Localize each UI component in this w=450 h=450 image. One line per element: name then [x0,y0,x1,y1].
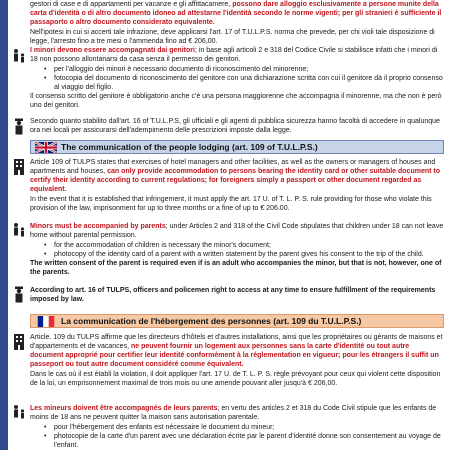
list-item: • photocopy of the identity card of a parent with a written statement by the parent gives his consent to the trip of the child. [44,250,444,259]
it-minors-paragraph [30,46,444,111]
it-minors-red-text: I minori devono essere accompagnati dai genitori [30,47,195,54]
en-p2-text: In the event that it is established that infringement, it must apply the art. 17 U. of T. L. P. S. rule providing for those who violate this provision of the law, imprisonment for up to three months or a fine of up to € 206.00. [30,196,432,212]
uk-flag-icon [35,142,57,153]
fr-minors-red-text: Les mineurs doivent être accompagnés de leurs parents [30,405,218,412]
it-art16-paragraph [30,117,444,136]
en-minors-text: ; under Articles 2 and 318 of the Civil Code stipulates that children under 18 can not leave home without parental permission. [30,223,444,239]
police-officer-icon [12,286,26,304]
en-p1-text: Article 109 of TULPS states that exercises of hotel managers and other facilities, as well as the owners or managers of houses and apartments and houses, [30,159,436,175]
it-bullet-list [44,65,444,92]
it-violation-paragraph [30,28,444,47]
family-icon [12,404,26,422]
it-art16-text: Secondo quanto stabilito dall'art. 16 of T.U.L.P.S, gli ufficiali e gli agenti di pubblica sicurezza hanno facoltà di accedere in qualunque ora nei locali per assicurarsi dell'adempimento delle prescrizioni imposte dalla legge. [30,118,440,134]
it-violation-text: Nell'ipotesi in cui si accerti tale infrazione, deve applicarsi l'art. 17 of T.U.L.P.S. norma che prevede, per chi violi tale disposizione di legge, l'arresto fino a tre mesi o l'ammenda fino ad € 206,00. [30,29,435,45]
en-consent-text: The written consent of the parent is required even if is an adult who accompanies the minor, but that is not, however, one of the parents. [30,260,442,276]
en-bullet-list [44,241,444,259]
it-consent-text: Il consenso scritto del genitore è obbligatorio anche c'è una persona maggiorenne che accompagna il minorenne, ma che non è però uno dei genitori. [30,93,442,109]
france-flag-icon [35,316,57,327]
fr-p1-paragraph [30,333,444,389]
fr-minors-paragraph [30,404,444,450]
fr-bullet-list [44,423,444,450]
list-item: • pour l'hébergement des enfants est nécessaire le document du mineur; [44,423,444,432]
it-intro-paragraph [30,0,444,28]
fr-p1-text: Article. 109 du TULPS affirme que les directeurs d'hôtels et d'autres installations, ainsi que les propriétaires ou gérants de maisons et d'appartements et de vacances, [30,334,443,350]
fr-minors-text: ; en vertu des articles 2 et 318 du Code Civil stipule que les enfants de moins de 18 ans ne peuvent quitter la maison sans autorisation parentale. [30,405,437,421]
family-icon [12,48,26,66]
fr-p2-text: Dans le cas où il est établi la violation, il doit appliquer l'art. 17 U. de T. L. P. S. règle prévoyant pour ceux qui violent cette disposition de la loi, un emprisonnement maximal de trois mois ou une amende pouvant aller jusqu'à € 206,00. [30,371,441,387]
family-icon [12,222,26,240]
hotel-building-icon [12,333,26,351]
en-section-heading [30,140,444,154]
hotel-building-icon [12,158,26,176]
en-minors-red-text: Minors must be accompanied by parents [30,223,166,230]
fr-heading-text: La communication de l'hébergement des personnes (art. 109 du T.U.L.P.S.) [61,315,362,326]
list-item: • fotocopia del documento di riconoscimento del genitore con una dichiarazione scritta con cui il genitore dà il proprio consenso al viaggio del figlio. [44,74,444,92]
fr-section-heading [30,314,444,328]
list-item: • per l'alloggio dei minori è necessario documento di riconoscimento del minorenne; [44,65,444,74]
en-p1-red-text: can only provide accommodation to persons bearing the identity card or other suitable document to certify their identity according to current regulations; for foreigners simply a passport or other document regarded as equivalent. [30,168,440,193]
it-intro-red-text: possono dare alloggio esclusivamente a persone munite della carta d'identità o di altro documento idoneo ad attestarne l'identità secondo le norme vigenti; per gli stranieri è sufficiente il passaporto o altro documento considerato equivalente. [30,1,442,26]
en-heading-text: The communication of the people lodging (art. 109 of T.U.L.P.S.) [61,141,318,152]
en-art16-text: According to art. 16 of TULPS, officers and policemen right to access at any time to ensure fulfillment of the requirements imposed by law. [30,287,436,303]
fr-p1-red-text: ne peuvent fournir un logement aux personnes sans la carte d'identité ou tout autre document approprié pour certifier leur identité conformément à la réglementation en vigueur; pour les étrangers il suffit un passeport ou tout autre document considéré comme équivalent. [30,343,439,368]
list-item: • for the accommodation of children is necessary the minor's document; [44,241,444,250]
police-officer-icon [12,118,26,136]
list-item: • photocopie de la carte d'un parent avec une déclaration écrite par le parent d'identité donne son consentement au voyage de l'enfant. [44,432,444,450]
it-intro-text: gestori di case e di appartamenti per vacanze e gli affittacamere, [30,1,233,8]
en-p1-paragraph [30,158,444,214]
left-decor-bar [0,0,8,450]
en-minors-paragraph [30,222,444,278]
en-art16-paragraph [30,286,444,305]
it-minors-text: ; in base agli articoli 2 e 318 del Codice Civile si stabilisce infatti che i minori di 18 non possono allontanarsi da casa senza il permesso dei genitori. [30,47,438,63]
